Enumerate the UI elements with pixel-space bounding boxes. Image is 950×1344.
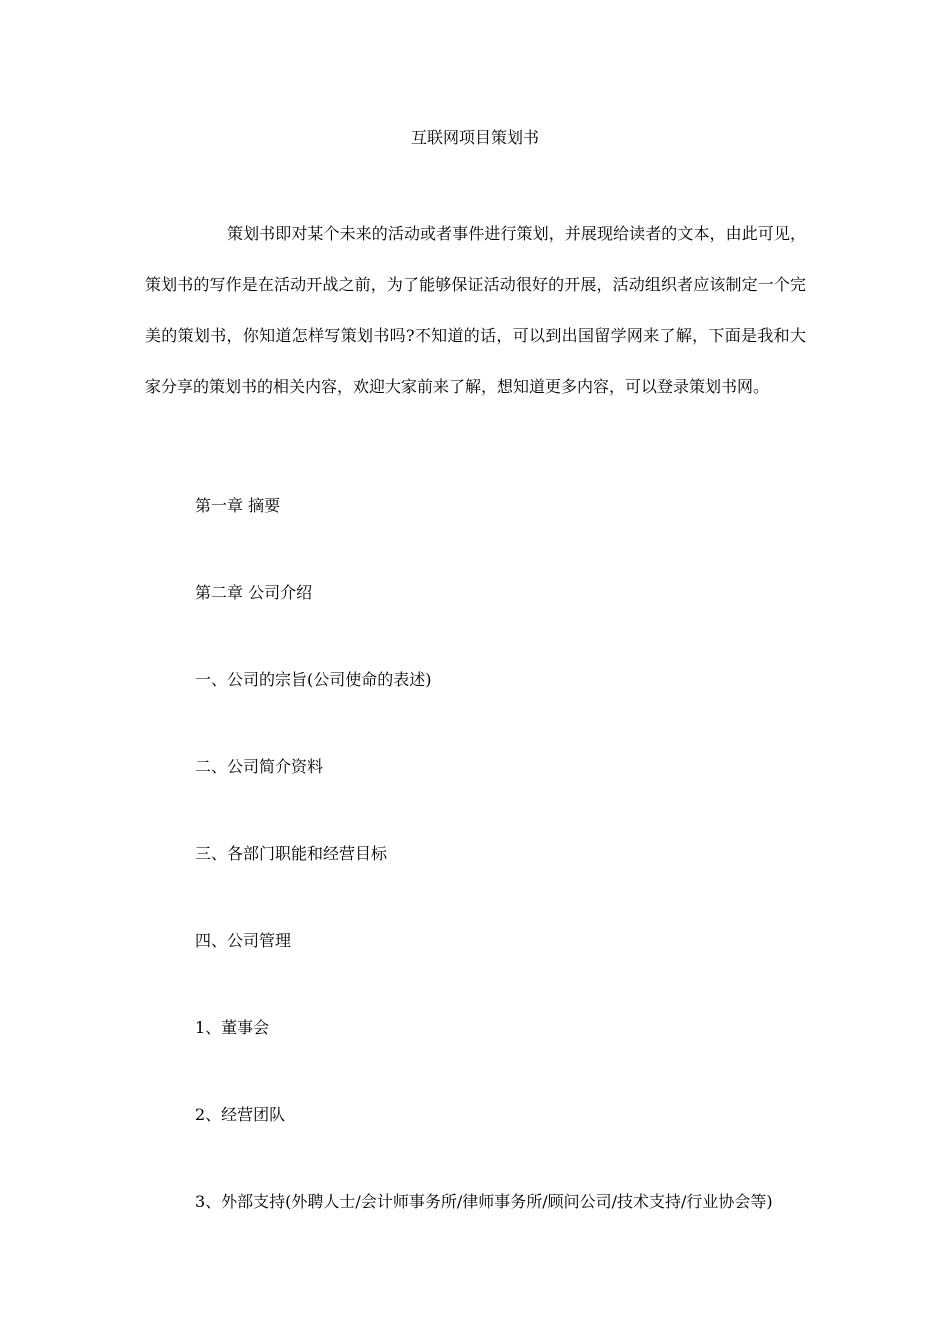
outline-chapter-1: 第一章 摘要	[195, 496, 281, 515]
outline-item-2: 2、经营团队	[195, 1105, 286, 1124]
outline-section-2: 二、公司简介资料	[195, 757, 324, 776]
outline-section-4: 四、公司管理	[195, 931, 292, 950]
outline-item-1: 1、董事会	[195, 1018, 270, 1037]
outline-item-3: 3、外部支持(外聘人士/会计师事务所/律师事务所/顾问公司/技术支持/行业协会等)	[195, 1192, 773, 1211]
outline-chapter-2: 第二章 公司介绍	[195, 583, 313, 602]
intro-paragraph: 策划书即对某个未来的活动或者事件进行策划，并展现给读者的文本，由此可见，策划书的写作是在活动开战之前，为了能够保证活动很好的开展，活动组织者应该制定一个完美的策划书，你知道怎样写策划书吗?不知道的话，可以到出国留学网来了解，下面是我和大家分享的策划书的相关内容，欢迎大家前来了解，想知道更多内容，可以登录策划书网。	[145, 224, 806, 396]
document-title: 互联网项目策划书	[410, 128, 539, 147]
outline-section-3: 三、各部门职能和经营目标	[195, 844, 388, 863]
outline-section-1: 一、公司的宗旨(公司使命的表述)	[195, 670, 432, 689]
